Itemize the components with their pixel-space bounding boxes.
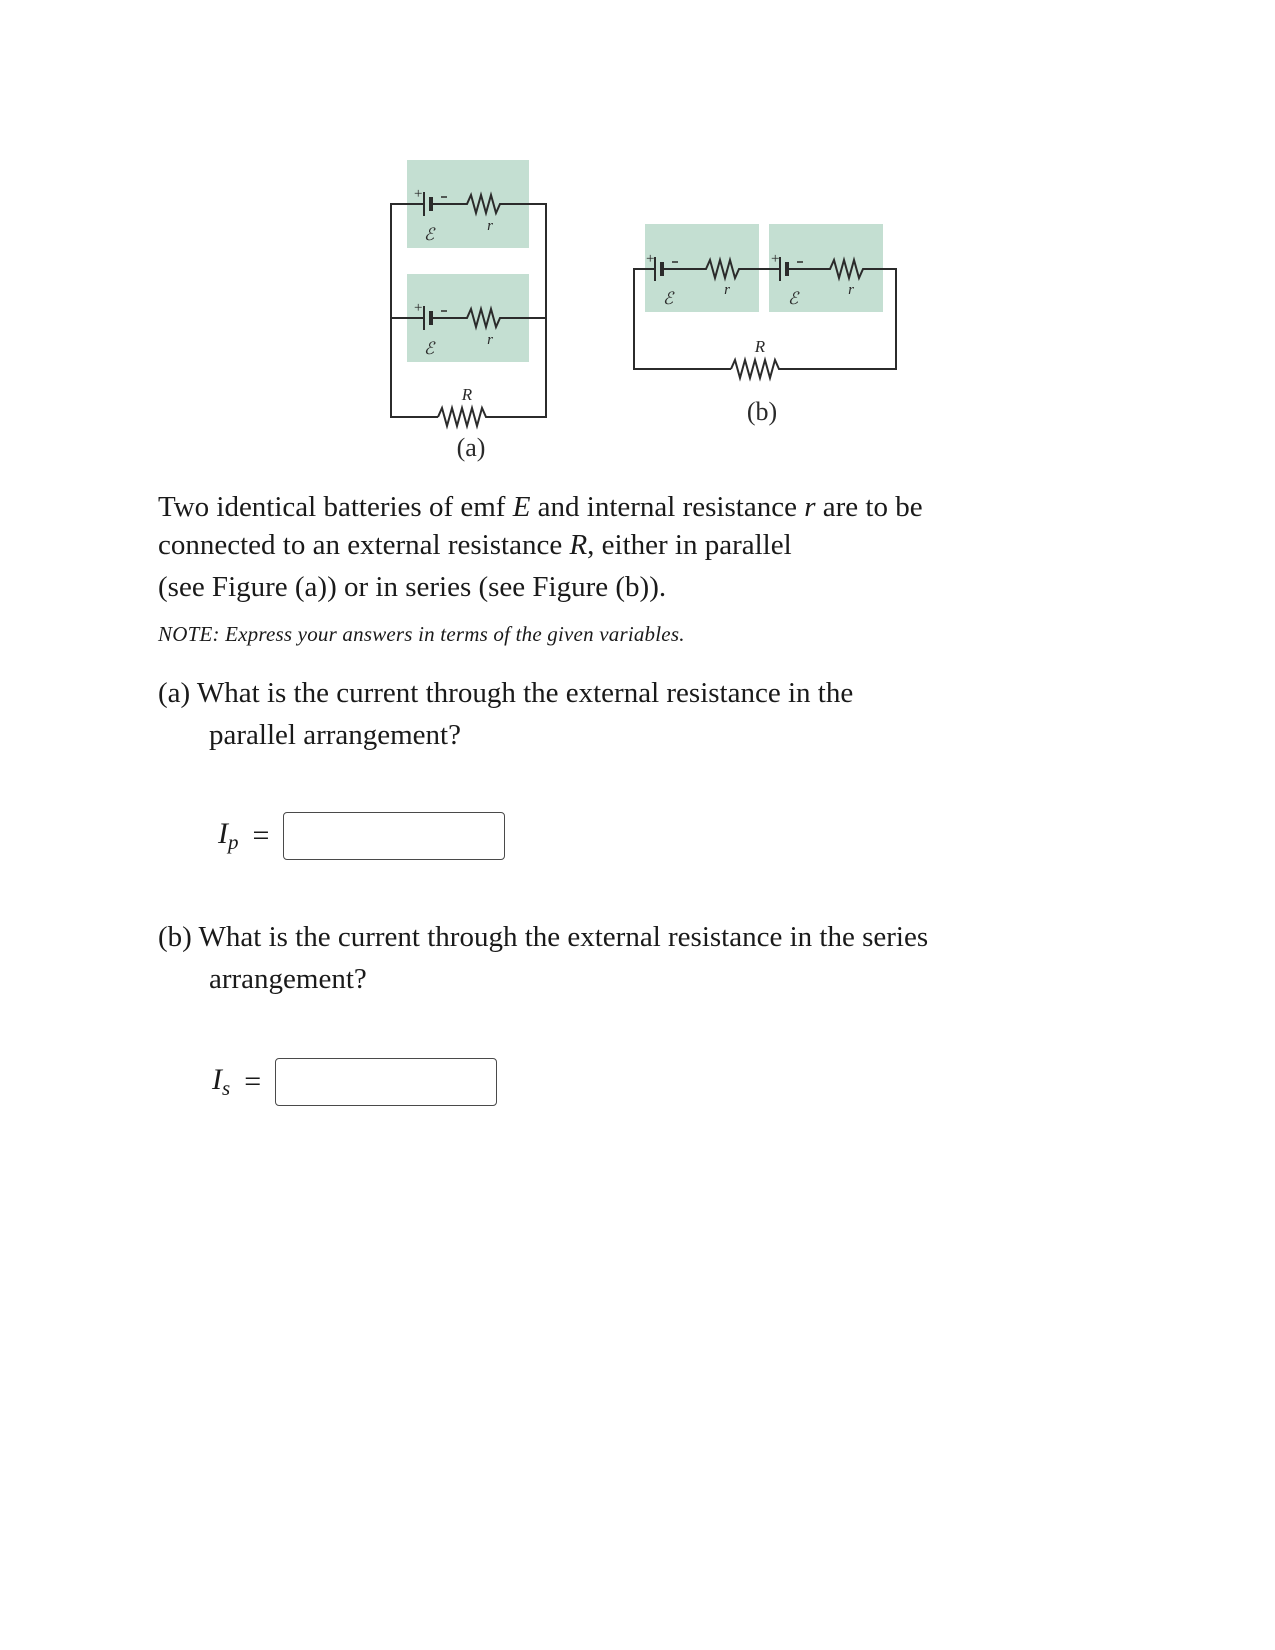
- external-resistor-a: [438, 408, 494, 426]
- external-resistance-variable: R: [569, 529, 588, 561]
- external-resistance-label: R: [461, 385, 473, 404]
- note-text: NOTE: Express your answers in terms of the given variables.: [158, 622, 685, 646]
- problem-statement: [158, 488, 1118, 606]
- question-b-line-1: (b) What is the current through the external resistance in the series: [158, 921, 929, 953]
- external-resistor-b: [731, 360, 787, 378]
- problem-line-3: (see Figure (a)) or in series (see Figure (b)).: [158, 571, 667, 603]
- figure-a-caption: (a): [456, 433, 486, 462]
- answer-row-a: [218, 810, 505, 862]
- internal-resistance-label: r: [848, 282, 854, 298]
- question-a: [158, 672, 1118, 756]
- answer-label-a: $I_p$: [218, 817, 239, 854]
- emf-label: ℰ: [662, 289, 674, 308]
- equals-sign: =: [244, 1065, 262, 1098]
- answer-row-b: [212, 1056, 497, 1108]
- answer-input-a[interactable]: [283, 812, 505, 860]
- emf-variable: E: [512, 491, 531, 523]
- emf-label: ℰ: [423, 339, 435, 358]
- figure-b-caption: (b): [746, 397, 778, 426]
- circuit-figure: [0, 0, 1275, 470]
- emf-label: ℰ: [787, 289, 799, 308]
- problem-line-2: connected to an external resistance R, either in parallel: [158, 529, 792, 561]
- plus-sign: +: [414, 300, 423, 316]
- question-b-line-2: arrangement?: [209, 963, 367, 995]
- plus-sign: +: [414, 186, 423, 202]
- answer-input-b[interactable]: [275, 1058, 497, 1106]
- plus-sign: +: [771, 251, 780, 267]
- figure-b-series: [634, 224, 896, 426]
- internal-resistance-label: r: [487, 332, 493, 348]
- equals-sign: =: [252, 819, 270, 852]
- external-resistance-label: R: [754, 337, 766, 356]
- emf-label: ℰ: [423, 225, 435, 244]
- answer-label-b: $I_s$: [212, 1063, 231, 1100]
- question-a-line-1: (a) What is the current through the external resistance in the: [158, 677, 854, 709]
- internal-resistance-label: r: [724, 282, 730, 298]
- internal-resistance-label: r: [487, 218, 493, 234]
- internal-resistance-variable: r: [804, 491, 816, 523]
- problem-line-1: Two identical batteries of emf E and internal resistance r are to be: [158, 491, 923, 523]
- question-b: [158, 916, 1118, 1000]
- figure-a-parallel: [391, 160, 546, 462]
- plus-sign: +: [646, 251, 655, 267]
- question-a-line-2: parallel arrangement?: [209, 719, 461, 751]
